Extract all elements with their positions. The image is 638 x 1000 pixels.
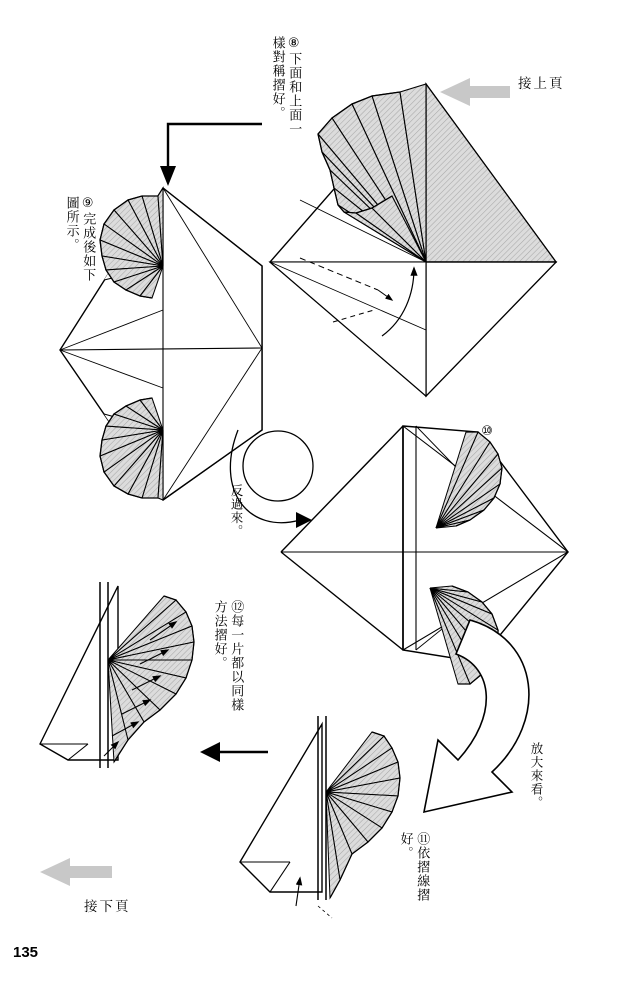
caption-step-10: ⑩	[479, 424, 495, 440]
caption-step-9: ⑨完成後如下圖所示。	[63, 196, 96, 282]
arrow-step8-to-step9	[160, 124, 262, 186]
figure-step8	[270, 84, 556, 396]
continue-to-next-page-arrow	[40, 858, 112, 886]
label-continue-to-next-page: 接下頁	[84, 899, 131, 915]
caption-step-12: ⑫每一片都以同樣方法摺好。	[211, 600, 244, 712]
caption-step-8: ⑧下面和上面一樣對稱摺好。	[269, 36, 302, 136]
caption-flip-over: 反過來。	[229, 484, 244, 538]
continue-from-previous-page-arrow	[440, 78, 510, 106]
label-continue-from-previous-page: 接上頁	[518, 76, 565, 92]
caption-zoom-in: 放大來看。	[529, 742, 544, 810]
page-number: 135	[13, 944, 39, 961]
arrow-step11-to-step12	[200, 742, 268, 762]
caption-step-11: ⑪依摺線摺好。	[397, 832, 430, 902]
figure-step11	[240, 716, 400, 918]
figure-step12	[40, 582, 194, 768]
figure-step10	[281, 426, 568, 684]
